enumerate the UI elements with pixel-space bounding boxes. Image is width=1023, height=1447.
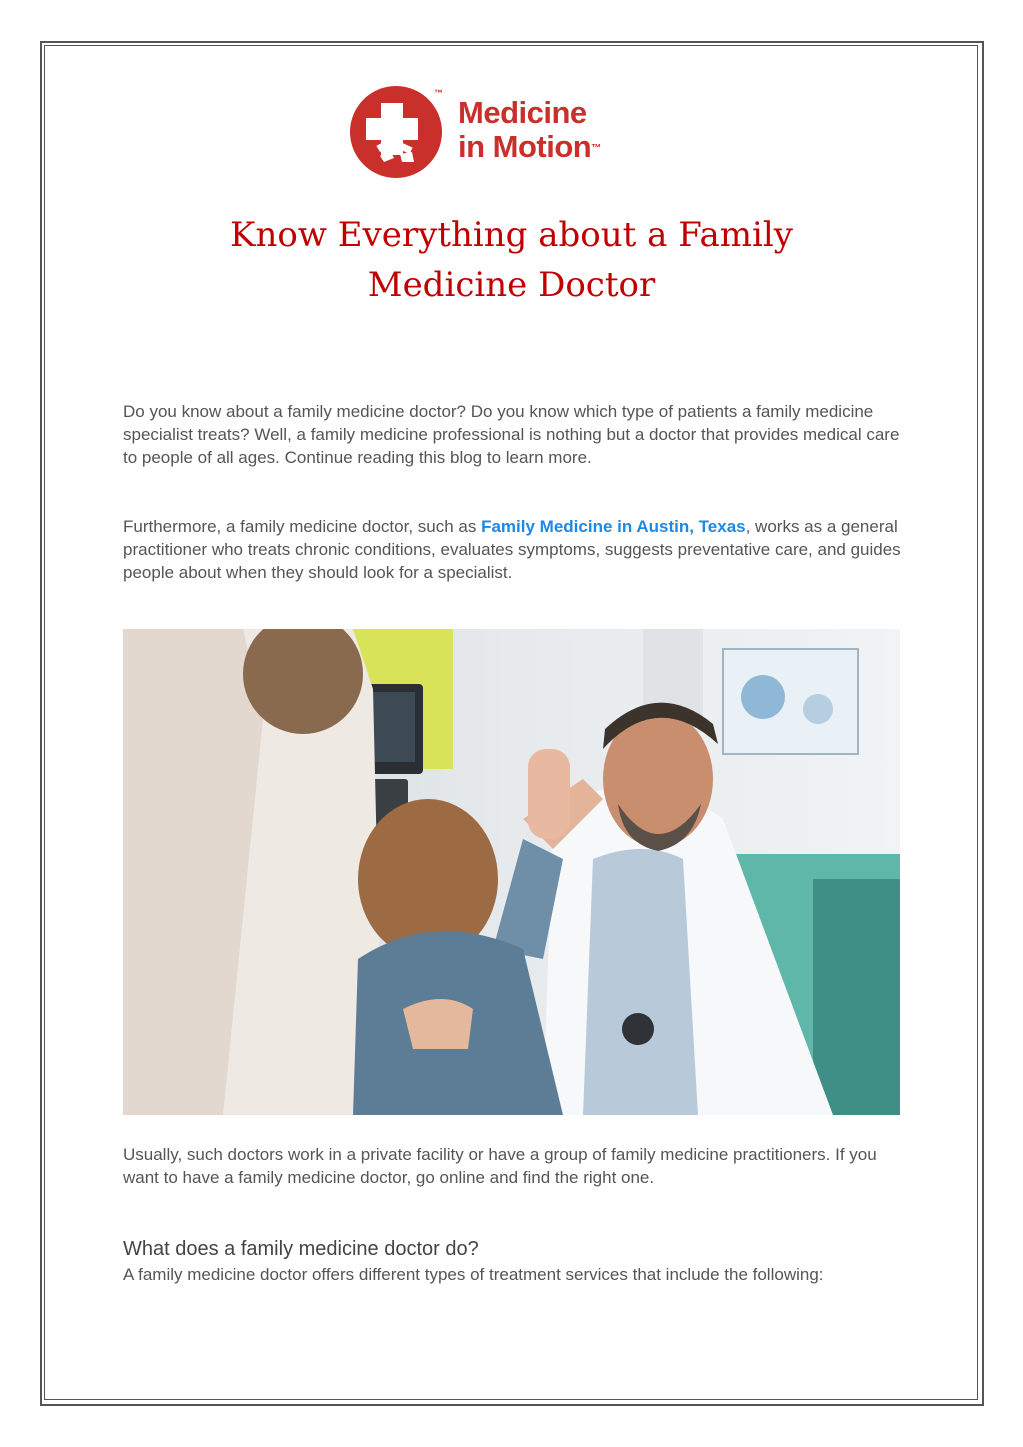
page-title-line-1: Know Everything about a Family xyxy=(230,215,793,255)
page-title xyxy=(120,210,903,310)
logo-line-1: Medicine xyxy=(458,95,587,130)
doctor-high-five-photo xyxy=(123,629,900,1115)
medicine-in-motion-logo xyxy=(350,86,650,178)
page-title-line-2: Medicine Doctor xyxy=(367,265,656,305)
furthermore-paragraph xyxy=(123,515,903,584)
section-heading: What does a family medicine doctor do? xyxy=(123,1238,479,1260)
logo-line-2-trademark: ™ xyxy=(591,143,601,154)
family-medicine-austin-link[interactable]: Family Medicine in Austin, Texas xyxy=(481,517,746,536)
intro-paragraph: Do you know about a family medicine doctor? Do you know which type of patients a family medicine specialist treats? Well, a family medicine professional is nothing but a doctor that provides medical care to people of all ages. Continue reading this blog to learn more. xyxy=(123,402,900,467)
usually-paragraph: Usually, such doctors work in a private facility or have a group of family medicine practitioners. If you want to have a family medicine doctor, go online and find the right one. xyxy=(123,1145,877,1187)
medical-cross-logo-icon xyxy=(350,86,442,178)
furthermore-text-before: Furthermore, a family medicine doctor, such as xyxy=(123,517,482,536)
furthermore-text-after: , works as a general practitioner who treats chronic conditions, evaluates symptoms, suggests preventative care, and guides people about when they should look for a specialist. xyxy=(123,517,901,582)
section-body-paragraph: A family medicine doctor offers different types of treatment services that include the following: xyxy=(123,1265,824,1284)
logo-line-2: in Motion™ xyxy=(458,129,601,164)
logo-trademark-symbol: ™ xyxy=(434,88,443,98)
logo-wordmark xyxy=(458,96,601,164)
